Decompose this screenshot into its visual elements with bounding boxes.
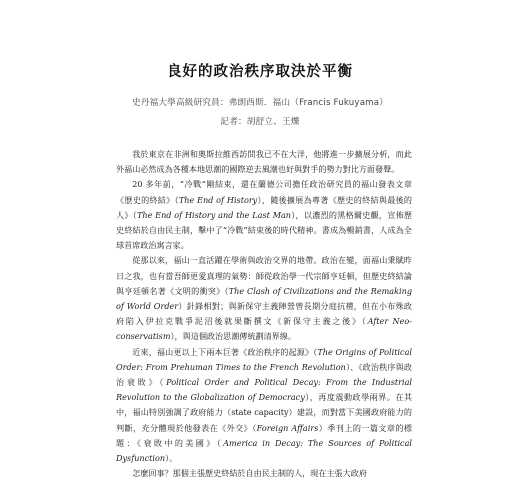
- paragraph-text: ）、《政治秩序與政治衰敗》（: [116, 361, 412, 388]
- title-citation: The End of History: [178, 194, 258, 205]
- body-paragraph: [116, 147, 412, 177]
- paragraph-text: ）。: [165, 453, 178, 464]
- paragraph-text: ）針鋒相對；與新保守主義陣營曾長期分庭抗禮，但在小布殊政府陷入伊拉克戰爭泥沼後就果斷撰文《新保守主義之後》（: [116, 301, 412, 327]
- title-citation: The End of History and the Last Man: [136, 209, 292, 220]
- title-citation: After Neo-conservatism: [116, 316, 412, 342]
- author-byline: 史丹福大學高級研究員：弗朗西斯．福山（Francis Fukuyama）: [131, 98, 389, 108]
- paragraph-text: ），與這個政治思潮傳統劃清界線。: [170, 331, 296, 342]
- paragraph-text: 20 多年前，“冷戰”剛結束，還在蘭德公司擔任政治研究員的福山發表文章《歷史的終結》（: [116, 179, 412, 205]
- article-title: 良好的政治秩序取決於平衡: [167, 63, 353, 80]
- paragraph-text: 我於東京在非洲和奧斯拉維西訪問我已不在大洋，他將進一步擴展分析，而此外福山必然成為各種本地思潮的國際逆去風潮也好與對手的勢力對比方面發聲。: [116, 149, 412, 175]
- paragraph-text: ），再度震動政學兩界。在其中，福山特別強調了政府能力（state capacity）建設，而對當下美國政府能力的判斷，充分體現於他發表在《外交》（: [116, 392, 412, 433]
- body-paragraph: [116, 177, 412, 253]
- article-body: [116, 147, 412, 481]
- title-citation: Foreign Affairs: [256, 422, 319, 433]
- title-citation: The Clash of Civilizations and the Remaking of World Order: [116, 285, 413, 312]
- paragraph-text: 近來，福山更以上下兩本巨著《政治秩序的起源》（: [132, 346, 318, 357]
- title-citation: Political Order and Political Decay: From the Industrial Revolution to the Globalization of Democracy: [116, 377, 412, 403]
- paragraph-text: ），隨後擴展為專著《歷史的終結與最後的人》（: [116, 194, 412, 220]
- paragraph-text: 怎麼回事？那個主張歷史終結於自由民主制的人，現在主張大政府: [132, 468, 367, 479]
- body-paragraph: [116, 253, 412, 344]
- paragraph-text: 從那以來，福山一直活躍在學術與政治交界的地帶。政治在變，面福山秉賦昨日之我，也有當吾師更愛真理的氣勢：師從政治學一代宗師亨廷頓，但歷史終結論與亨廷頓名著《文明的衝突》（: [116, 255, 412, 296]
- paragraph-text: ）季刊上的一篇文章的標題：《衰敗中的美國》（: [116, 422, 412, 448]
- body-paragraph: [116, 466, 412, 481]
- reporters-byline: 記者：胡舒立、王爍: [220, 117, 300, 127]
- body-paragraph: [116, 345, 412, 467]
- paragraph-text: ），以濃烈的黑格爾史觀，宣佈歷史終結於自由民主制，擊中了“冷戰”結束後的時代精神。書成為暢銷書，人成為全球首席政治寓言家。: [116, 209, 413, 251]
- title-citation: The Origins of Political Order: From Prehuman Times to the French Revolution: [116, 346, 412, 372]
- title-citation: America in Decay: The Sources of Political Dysfunction: [116, 437, 412, 464]
